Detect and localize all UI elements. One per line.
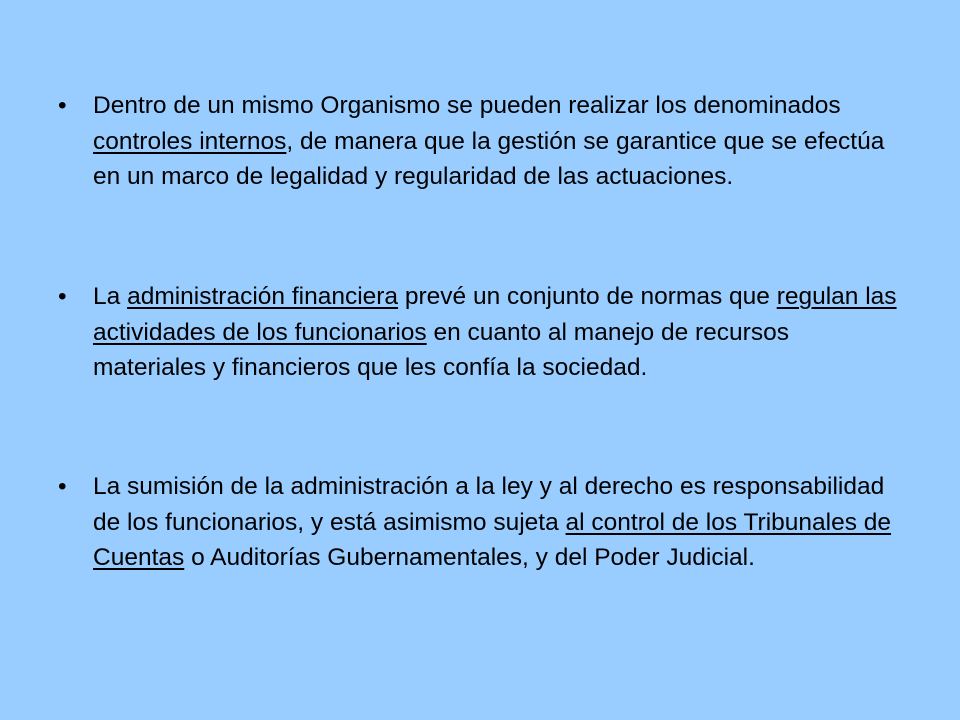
underlined-phrase: administración financiera xyxy=(127,283,399,310)
text-segment: en cuanto al manejo de recursos materiales y financieros que les confía la sociedad. xyxy=(93,318,789,381)
text-segment: La xyxy=(93,283,128,310)
bullet-icon: • xyxy=(58,283,67,310)
underlined-phrase: regulan las actividades de los funcionarios xyxy=(93,283,897,346)
text-segment: , de manera que la gestión se garantice que se efectúa en un marco de legalidad y regularidad de las actuaciones. xyxy=(93,127,885,190)
text-segment: prevé un conjunto de normas que xyxy=(398,283,777,310)
bullet-text xyxy=(93,279,908,386)
underlined-phrase: al control de los Tribunales de Cuentas xyxy=(93,508,892,571)
underlined-phrase: controles internos xyxy=(93,127,287,155)
text-segment: o Auditorías Gubernamentales, y del Poder Judicial. xyxy=(184,544,755,571)
bullet-text xyxy=(93,88,908,195)
text-segment: Dentro de un mismo Organismo se pueden realizar los denominados xyxy=(93,92,841,119)
bullet-text xyxy=(93,469,908,576)
bullet-icon: • xyxy=(58,92,67,119)
bullet-icon: • xyxy=(58,473,67,500)
text-segment: La sumisión de la administración a la ley y al derecho es responsabilidad de los funcionarios, y está asimismo sujeta xyxy=(93,473,885,536)
